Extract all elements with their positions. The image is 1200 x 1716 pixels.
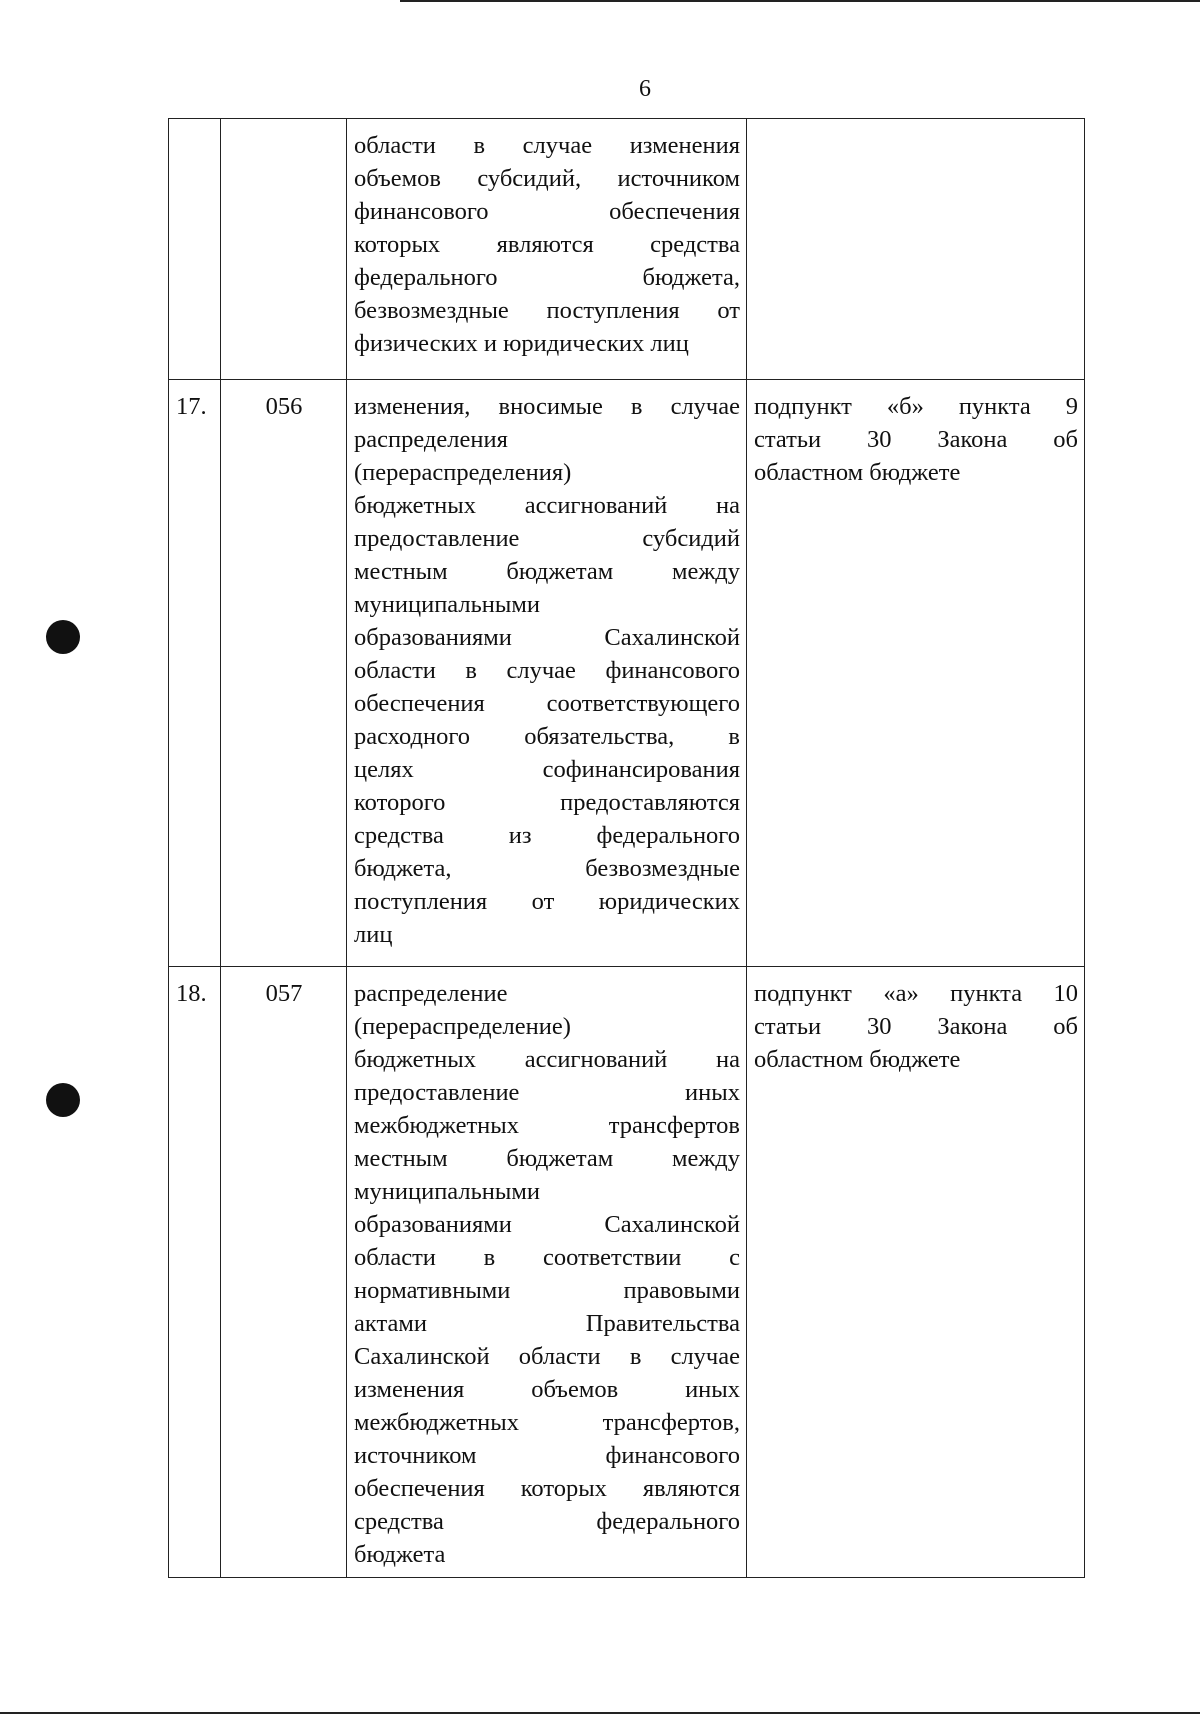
scan-top-edge-line xyxy=(400,0,1200,2)
cell-text-line: обеспечения которых являются xyxy=(354,1475,740,1502)
cell-text-line: которого предоставляются xyxy=(354,789,740,816)
cell-text-line: безвозмездные поступления от xyxy=(354,297,740,324)
binder-hole-mark xyxy=(46,1083,80,1117)
code-cell: 057 xyxy=(221,967,347,1578)
cell-text-line: бюджета xyxy=(354,1541,446,1568)
code-cell xyxy=(221,119,347,380)
budget-changes-table xyxy=(168,118,1085,1578)
page-number: 6 xyxy=(639,76,651,102)
cell-text-line: лиц xyxy=(354,921,393,948)
cell-text-line: источником финансового xyxy=(354,1442,740,1469)
cell-text-line: бюджета, безвозмездные xyxy=(354,855,740,882)
cell-text-line: (перераспределение) xyxy=(354,1013,571,1040)
cell-text-line: области в случае изменения xyxy=(354,132,740,159)
cell-text-line: статьи 30 Закона об xyxy=(754,426,1078,453)
cell-text-line: подпункт «а» пункта 10 xyxy=(754,980,1078,1007)
cell-text-line: обеспечения соответствующего xyxy=(354,690,740,717)
description-cell xyxy=(347,380,747,967)
cell-text-line: областном бюджете xyxy=(754,1046,961,1073)
cell-text-line: которых являются средства xyxy=(354,231,740,258)
cell-text-line: физических и юридических лиц xyxy=(354,330,689,357)
cell-text-line: местным бюджетам между xyxy=(354,558,740,585)
cell-text-line: бюджетных ассигнований на xyxy=(354,492,740,519)
cell-text-line: изменения, вносимые в случае xyxy=(354,393,740,420)
row-number-cell: 18. xyxy=(169,967,221,1578)
cell-text-line: Сахалинской области в случае xyxy=(354,1343,740,1370)
cell-text-line: области в соответствии с xyxy=(354,1244,740,1271)
cell-text-line: финансового обеспечения xyxy=(354,198,740,225)
legal-basis-cell xyxy=(747,967,1085,1578)
table-row-continuation xyxy=(169,119,1085,380)
cell-text-line: расходного обязательства, в xyxy=(354,723,740,750)
cell-text-line: поступления от юридических xyxy=(354,888,740,915)
cell-text-line: областном бюджете xyxy=(754,459,961,486)
description-cell xyxy=(347,119,747,380)
legal-basis-cell xyxy=(747,380,1085,967)
cell-text-line: (перераспределения) xyxy=(354,459,572,486)
cell-text-line: предоставление иных xyxy=(354,1079,740,1106)
legal-basis-cell xyxy=(747,119,1085,380)
cell-text-line: области в случае финансового xyxy=(354,657,740,684)
cell-text-line: актами Правительства xyxy=(354,1310,740,1337)
cell-text-line: федерального бюджета, xyxy=(354,264,740,291)
description-cell xyxy=(347,967,747,1578)
table-row xyxy=(169,380,1085,967)
cell-text-line: распределения xyxy=(354,426,508,453)
cell-text-line: подпункт «б» пункта 9 xyxy=(754,393,1078,420)
cell-text-line: предоставление субсидий xyxy=(354,525,740,552)
cell-text-line: средства федерального xyxy=(354,1508,740,1535)
cell-text-line: муниципальными xyxy=(354,1178,540,1205)
row-number-cell: 17. xyxy=(169,380,221,967)
cell-text-line: распределение xyxy=(354,980,508,1007)
binder-hole-mark xyxy=(46,620,80,654)
cell-text-line: статьи 30 Закона об xyxy=(754,1013,1078,1040)
scan-bottom-edge-line xyxy=(0,1712,1200,1714)
cell-text-line: изменения объемов иных xyxy=(354,1376,740,1403)
cell-text-line: местным бюджетам между xyxy=(354,1145,740,1172)
row-number-cell xyxy=(169,119,221,380)
cell-text-line: межбюджетных трансфертов, xyxy=(354,1409,740,1436)
cell-text-line: целях софинансирования xyxy=(354,756,740,783)
cell-text-line: межбюджетных трансфертов xyxy=(354,1112,740,1139)
cell-text-line: объемов субсидий, источником xyxy=(354,165,740,192)
cell-text-line: средства из федерального xyxy=(354,822,740,849)
table-row xyxy=(169,967,1085,1578)
cell-text-line: бюджетных ассигнований на xyxy=(354,1046,740,1073)
cell-text-line: нормативными правовыми xyxy=(354,1277,740,1304)
cell-text-line: образованиями Сахалинской xyxy=(354,624,740,651)
cell-text-line: муниципальными xyxy=(354,591,540,618)
cell-text-line: образованиями Сахалинской xyxy=(354,1211,740,1238)
code-cell: 056 xyxy=(221,380,347,967)
